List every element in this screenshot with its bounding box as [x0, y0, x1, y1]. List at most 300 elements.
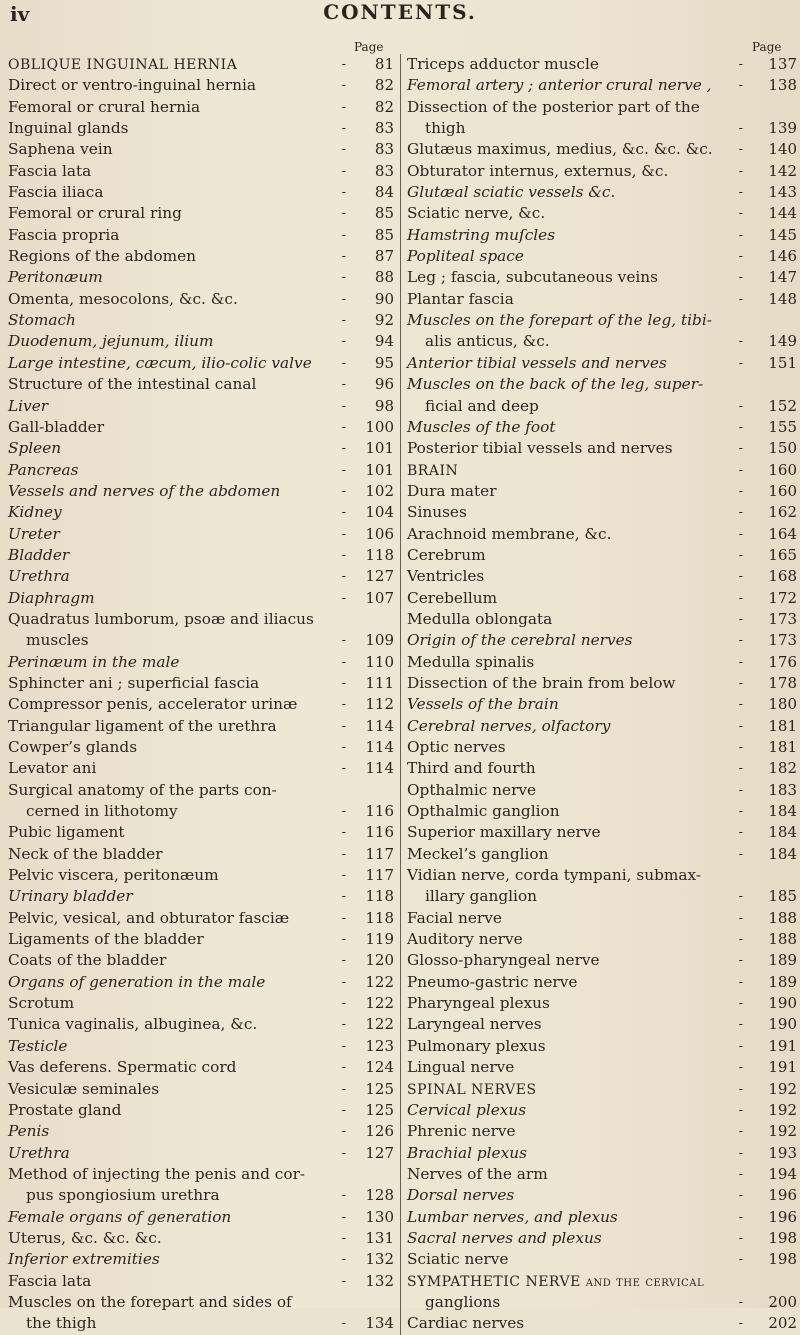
leader-dash: -: [738, 1294, 743, 1310]
entry-title: Optic nerves: [407, 738, 506, 756]
entry-page-number: 164: [768, 524, 797, 543]
leader-dash: -: [738, 1316, 743, 1332]
entry-title: Saphena vein: [8, 140, 113, 159]
contents-entry: [8, 566, 400, 587]
entry-page-number: 188: [768, 908, 797, 927]
entry-title: Penis: [8, 1122, 50, 1141]
entry-title: BRAIN: [407, 462, 459, 479]
entry-page-number: 173: [768, 631, 797, 650]
entry-page-number: 152: [768, 396, 797, 415]
leader-dash: -: [738, 419, 743, 435]
contents-entry: [401, 1271, 797, 1292]
leader-dash: -: [738, 163, 743, 179]
entry-title: SYMPATHETIC NERVE and the cervical: [407, 1273, 705, 1290]
entry-page-number: 142: [768, 161, 797, 180]
contents-entry: [401, 758, 797, 779]
entry-page-number: 181: [768, 738, 797, 756]
contents-entry: [401, 1057, 797, 1078]
leader-dash: -: [341, 675, 346, 691]
entry-page-number: 122: [365, 994, 394, 1013]
contents-entry: [401, 929, 797, 950]
contents-entry: [401, 1036, 797, 1057]
entry-page-number: 185: [768, 887, 797, 906]
entry-page-number: 183: [768, 780, 797, 799]
entry-title: the thigh: [26, 1314, 97, 1333]
contents-entry: [8, 1292, 400, 1313]
contents-entry: [8, 545, 400, 566]
contents-entry: [8, 97, 400, 118]
leader-dash: -: [341, 185, 346, 201]
leader-dash: -: [738, 654, 743, 670]
entry-title: Pelvic, vesical, and obturator fasciæ: [8, 908, 290, 927]
contents-entry: [8, 993, 400, 1014]
entry-title: ficial and deep: [425, 396, 539, 415]
entry-page-number: 107: [365, 588, 394, 607]
entry-title: Ureter: [8, 524, 60, 543]
contents-entry: [401, 118, 797, 139]
entry-page-number: 102: [365, 481, 394, 500]
entry-title: Cowper’s glands: [8, 738, 138, 756]
entry-title: Lumbar nerves, and plexus: [407, 1207, 618, 1226]
contents-entry: [8, 1014, 400, 1035]
entry-page-number: 118: [365, 887, 394, 906]
entry-page-number: 168: [768, 567, 797, 586]
contents-entry: [8, 1079, 400, 1100]
leader-dash: -: [738, 611, 743, 627]
contents-entry: [401, 310, 797, 331]
contents-entry: [8, 1143, 400, 1164]
entry-page-number: 81: [374, 55, 394, 73]
contents-entry: [8, 524, 400, 545]
entry-title: Leg ; fascia, subcutaneous veins: [407, 268, 658, 287]
entry-page-number: 122: [365, 1015, 394, 1034]
leader-dash: -: [341, 846, 346, 862]
leader-dash: -: [738, 1102, 743, 1118]
entry-page-number: 98: [374, 396, 394, 415]
leader-dash: -: [738, 761, 743, 777]
leader-dash: -: [341, 441, 346, 457]
leader-dash: -: [341, 996, 346, 1012]
leader-dash: -: [341, 377, 346, 393]
entry-title: Inferior extremities: [8, 1250, 160, 1269]
leader-dash: -: [738, 825, 743, 841]
entry-title: Lingual nerve: [407, 1058, 515, 1077]
entry-page-number: 125: [365, 1079, 394, 1098]
entry-page-number: 123: [365, 1036, 394, 1055]
contents-entry: [8, 1036, 400, 1057]
entry-title: Meckel’s ganglion: [407, 844, 549, 863]
contents-entry: [8, 609, 400, 630]
entry-page-number: 189: [768, 951, 797, 970]
entry-page-number: 83: [374, 119, 394, 138]
entry-title: Origin of the cerebral nerves: [407, 631, 633, 650]
leader-dash: -: [341, 697, 346, 713]
entry-title: Cervical plexus: [407, 1100, 527, 1119]
entry-page-number: 144: [768, 204, 797, 223]
leader-dash: -: [341, 825, 346, 841]
entry-page-number: 124: [365, 1058, 394, 1077]
contents-entry: [8, 1249, 400, 1270]
leader-dash: -: [341, 163, 346, 179]
entry-title: Urethra: [8, 567, 70, 586]
entry-page-number: 194: [768, 1164, 797, 1183]
contents-entry: [8, 1100, 400, 1121]
contents-entry: [8, 822, 400, 843]
leader-dash: -: [341, 57, 346, 72]
contents-entry: [8, 1164, 400, 1185]
entry-title: Urinary bladder: [8, 887, 133, 906]
leader-dash: -: [341, 633, 346, 649]
leader-dash: -: [738, 547, 743, 563]
contents-entry: [401, 1292, 797, 1313]
contents-entry: [8, 673, 400, 694]
leader-dash: -: [738, 953, 743, 969]
entry-page-number: 190: [768, 1015, 797, 1034]
contents-entry: [401, 1207, 797, 1228]
entry-title: Nerves of the arm: [407, 1164, 548, 1183]
contents-entry: [8, 950, 400, 971]
entry-page-number: 188: [768, 930, 797, 949]
contents-entry: [8, 502, 400, 523]
entry-title: Third and fourth: [407, 759, 536, 778]
leader-dash: -: [341, 1145, 346, 1161]
leader-dash: -: [341, 419, 346, 435]
entry-page-number: 87: [374, 247, 394, 266]
entry-page-number: 125: [365, 1100, 394, 1119]
leader-dash: -: [738, 974, 743, 990]
entry-title: Organs of generation in the male: [8, 972, 266, 991]
entry-title: Glosso-pharyngeal nerve: [407, 951, 600, 970]
contents-entry: [8, 353, 400, 374]
entry-title: Muscles on the forepart of the leg, tibi-: [407, 311, 712, 330]
leader-dash: -: [341, 313, 346, 329]
contents-entry: [401, 267, 797, 288]
entry-title: Muscles on the forepart and sides of: [8, 1292, 292, 1311]
entry-title: Dissection of the brain from below: [407, 673, 676, 692]
entry-page-number: 90: [374, 289, 394, 308]
contents-entry: [8, 374, 400, 395]
entry-page-number: 85: [374, 204, 394, 223]
entry-title: Dissection of the posterior part of the: [407, 97, 700, 116]
entry-title: Cerebrum: [407, 545, 486, 564]
leader-dash: -: [341, 718, 346, 734]
leader-dash: -: [341, 740, 346, 755]
contents-entry: [401, 801, 797, 822]
entry-title: Cerebellum: [407, 588, 498, 607]
leader-dash: -: [341, 355, 346, 371]
entry-title: ganglions: [425, 1292, 501, 1311]
leader-dash: -: [341, 804, 346, 820]
entry-title: Vessels of the brain: [407, 695, 559, 714]
entry-title: illary ganglion: [425, 887, 538, 906]
page-folio: iv: [10, 2, 30, 26]
contents-entry: [401, 630, 797, 651]
entry-title: Auditory nerve: [407, 930, 523, 949]
leader-dash: -: [738, 633, 743, 649]
entry-page-number: 182: [768, 759, 797, 778]
leader-dash: -: [341, 1252, 346, 1268]
entry-page-number: 120: [365, 951, 394, 970]
contents-entry: [401, 673, 797, 694]
contents-entry: [401, 54, 797, 75]
contents-entry: [401, 886, 797, 907]
contents-entry: [401, 225, 797, 246]
leader-dash: -: [341, 1124, 346, 1140]
leader-dash: -: [738, 1209, 743, 1225]
leader-dash: -: [738, 206, 743, 222]
entry-page-number: 149: [768, 332, 797, 351]
entry-title: Structure of the intestinal canal: [8, 375, 257, 394]
entry-page-number: 104: [365, 503, 394, 522]
entry-page-number: 140: [768, 140, 797, 159]
entry-title: Diaphragm: [8, 588, 95, 607]
contents-entry: [401, 1249, 797, 1270]
leader-dash: -: [341, 1316, 346, 1332]
entry-title: Muscles on the back of the leg, super-: [407, 375, 704, 394]
entry-page-number: 184: [768, 844, 797, 863]
entry-title: alis anticus, &c.: [425, 332, 550, 351]
contents-entry: [8, 865, 400, 886]
contents-entry: [401, 374, 797, 395]
entry-title: Surgical anatomy of the parts con-: [8, 780, 277, 799]
entry-title: Opthalmic nerve: [407, 780, 537, 799]
contents-entry: [8, 289, 400, 310]
entry-page-number: 137: [768, 55, 797, 73]
entry-page-number: 117: [365, 844, 394, 863]
leader-dash: -: [341, 1273, 346, 1289]
contents-entry: [8, 972, 400, 993]
entry-title: Medulla oblongata: [407, 609, 553, 628]
leader-dash: -: [341, 1081, 346, 1097]
entry-page-number: 173: [768, 609, 797, 628]
entry-page-number: 85: [374, 225, 394, 244]
entry-page-number: 100: [365, 417, 394, 436]
contents-entry: [8, 310, 400, 331]
entry-page-number: 178: [768, 673, 797, 692]
leader-dash: -: [341, 398, 346, 414]
leader-dash: -: [738, 740, 743, 755]
contents-entry: [8, 694, 400, 715]
contents-entry: [8, 588, 400, 609]
entry-page-number: 116: [365, 802, 394, 821]
entry-title: Uterus, &c. &c. &c.: [8, 1228, 162, 1247]
entry-page-number: 119: [365, 930, 394, 949]
leader-dash: -: [341, 953, 346, 969]
leader-dash: -: [738, 1188, 743, 1204]
entry-title: cerned in lithotomy: [26, 802, 178, 821]
entry-title: Sphincter ani ; superficial fascia: [8, 673, 260, 692]
leader-dash: -: [341, 334, 346, 350]
entry-title: Large intestine, cæcum, ilio-colic valve: [8, 353, 312, 372]
leader-dash: -: [738, 291, 743, 307]
contents-entry: [401, 1313, 797, 1334]
leader-dash: -: [738, 996, 743, 1012]
leader-dash: -: [341, 547, 346, 563]
contents-entry: [401, 203, 797, 224]
entry-page-number: 191: [768, 1036, 797, 1055]
leader-dash: -: [738, 249, 743, 265]
entry-page-number: 181: [768, 716, 797, 735]
entry-page-number: 192: [768, 1079, 797, 1098]
entry-title: Compressor penis, accelerator urinæ: [8, 695, 298, 714]
contents-entry: [401, 438, 797, 459]
entry-title: Ventricles: [407, 567, 485, 586]
entry-page-number: 165: [768, 545, 797, 564]
contents-entry: [401, 246, 797, 267]
leader-dash: -: [341, 889, 346, 905]
entry-page-number: 160: [768, 460, 797, 479]
entry-page-number: 196: [768, 1186, 797, 1205]
entry-page-number: 160: [768, 481, 797, 500]
entry-title: Dura mater: [407, 481, 497, 500]
entry-title: Triangular ligament of the urethra: [8, 716, 277, 735]
leader-dash: -: [341, 462, 346, 478]
entry-page-number: 83: [374, 161, 394, 180]
contents-entry: [8, 182, 400, 203]
entry-page-number: 128: [365, 1186, 394, 1205]
entry-page-number: 101: [365, 439, 394, 458]
contents-entry: [8, 1271, 400, 1292]
leader-dash: -: [738, 78, 743, 94]
contents-entry: [8, 460, 400, 481]
contents-entry: [401, 75, 797, 96]
entry-page-number: 184: [768, 802, 797, 821]
entry-title: Levator ani: [8, 759, 97, 778]
entry-title: Pubic ligament: [8, 823, 125, 842]
entry-title: Sciatic nerve: [407, 1250, 509, 1269]
contents-entry: [401, 460, 797, 481]
entry-title: Ligaments of the bladder: [8, 930, 204, 949]
entry-page-number: 114: [365, 716, 394, 735]
leader-dash: -: [341, 206, 346, 222]
contents-entry: [401, 524, 797, 545]
contents-entry: [401, 289, 797, 310]
leader-dash: -: [738, 1230, 743, 1246]
contents-entry: [401, 182, 797, 203]
contents-left-column: [8, 54, 400, 1335]
leader-dash: -: [341, 1060, 346, 1076]
entry-title: Stomach: [8, 311, 76, 330]
leader-dash: -: [738, 334, 743, 350]
entry-title: Triceps adductor muscle: [407, 55, 599, 73]
entry-title: Pharyngeal plexus: [407, 994, 550, 1013]
entry-page-number: 200: [768, 1292, 797, 1311]
entry-page-number: 190: [768, 994, 797, 1013]
entry-page-number: 198: [768, 1228, 797, 1247]
contents-entry: [8, 1121, 400, 1142]
entry-title: Obturator internus, externus, &c.: [407, 161, 669, 180]
entry-title: Method of injecting the penis and cor-: [8, 1164, 306, 1183]
contents-entry: [401, 1100, 797, 1121]
contents-entry: [401, 609, 797, 630]
contents-entry: [8, 886, 400, 907]
entry-page-number: 155: [768, 417, 797, 436]
leader-dash: -: [341, 483, 346, 499]
entry-page-number: 172: [768, 588, 797, 607]
entry-title: Pulmonary plexus: [407, 1036, 546, 1055]
contents-entry: [8, 801, 400, 822]
entry-title: Plantar fascia: [407, 289, 514, 308]
entry-page-number: 84: [374, 183, 394, 202]
leader-dash: -: [341, 99, 346, 115]
entry-page-number: 138: [768, 76, 797, 95]
leader-dash: -: [738, 782, 743, 798]
entry-title: Popliteal space: [407, 247, 524, 266]
entry-page-number: 126: [365, 1122, 394, 1141]
entry-page-number: 198: [768, 1250, 797, 1269]
entry-title: Dorsal nerves: [407, 1186, 515, 1205]
contents-entry: [8, 758, 400, 779]
entry-title: Phrenic nerve: [407, 1122, 516, 1141]
contents-entry: [401, 822, 797, 843]
entry-title: SPINAL NERVES: [407, 1081, 537, 1098]
leader-dash: -: [738, 804, 743, 820]
contents-entry: [8, 737, 400, 758]
contents-entry: [401, 652, 797, 673]
entry-page-number: 116: [365, 823, 394, 842]
contents-entry: [8, 1228, 400, 1249]
leader-dash: -: [738, 185, 743, 201]
entry-title: Perinæum in the male: [8, 652, 180, 671]
entry-page-number: 106: [365, 524, 394, 543]
contents-entry: [8, 438, 400, 459]
entry-title: Gall-bladder: [8, 417, 105, 436]
contents-entry: [401, 694, 797, 715]
entry-page-number: 130: [365, 1207, 394, 1226]
leader-dash: -: [738, 441, 743, 457]
contents-entry: [401, 780, 797, 801]
leader-dash: -: [341, 1230, 346, 1246]
leader-dash: -: [341, 761, 346, 777]
leader-dash: -: [341, 1017, 346, 1033]
leader-dash: -: [341, 270, 346, 286]
contents-entry: [8, 652, 400, 673]
entry-page-number: 118: [365, 908, 394, 927]
entry-title: Sciatic nerve, &c.: [407, 204, 546, 223]
entry-title: Prostate gland: [8, 1100, 122, 1119]
leader-dash: -: [738, 1166, 743, 1182]
contents-entry: [8, 908, 400, 929]
leader-dash: -: [341, 78, 346, 94]
contents-entry: [401, 908, 797, 929]
entry-title: Vessels and nerves of the abdomen: [8, 481, 281, 500]
entry-title: Vidian nerve, corda tympani, submax-: [407, 866, 702, 885]
leader-dash: -: [341, 910, 346, 926]
entry-page-number: 192: [768, 1100, 797, 1119]
contents-entry: [8, 929, 400, 950]
entry-title: OBLIQUE INGUINAL HERNIA: [8, 57, 238, 73]
entry-title: Cerebral nerves, olfactory: [407, 716, 611, 735]
contents-entry: [8, 139, 400, 160]
entry-title: Sinuses: [407, 503, 467, 522]
leader-dash: -: [341, 868, 346, 884]
entry-title: Pneumo-gastric nerve: [407, 972, 578, 991]
contents-entry: [401, 396, 797, 417]
contents-entry: [8, 331, 400, 352]
leader-dash: -: [738, 846, 743, 862]
contents-entry: [401, 972, 797, 993]
contents-entry: [8, 161, 400, 182]
leader-dash: -: [738, 57, 743, 72]
leader-dash: -: [341, 1102, 346, 1118]
leader-dash: -: [738, 462, 743, 478]
contents-entry: [401, 1228, 797, 1249]
entry-page-number: 122: [365, 972, 394, 991]
entry-title: Cardiac nerves: [407, 1314, 525, 1333]
contents-entry: [8, 1185, 400, 1206]
entry-page-number: 117: [365, 866, 394, 885]
entry-page-number: 88: [374, 268, 394, 287]
